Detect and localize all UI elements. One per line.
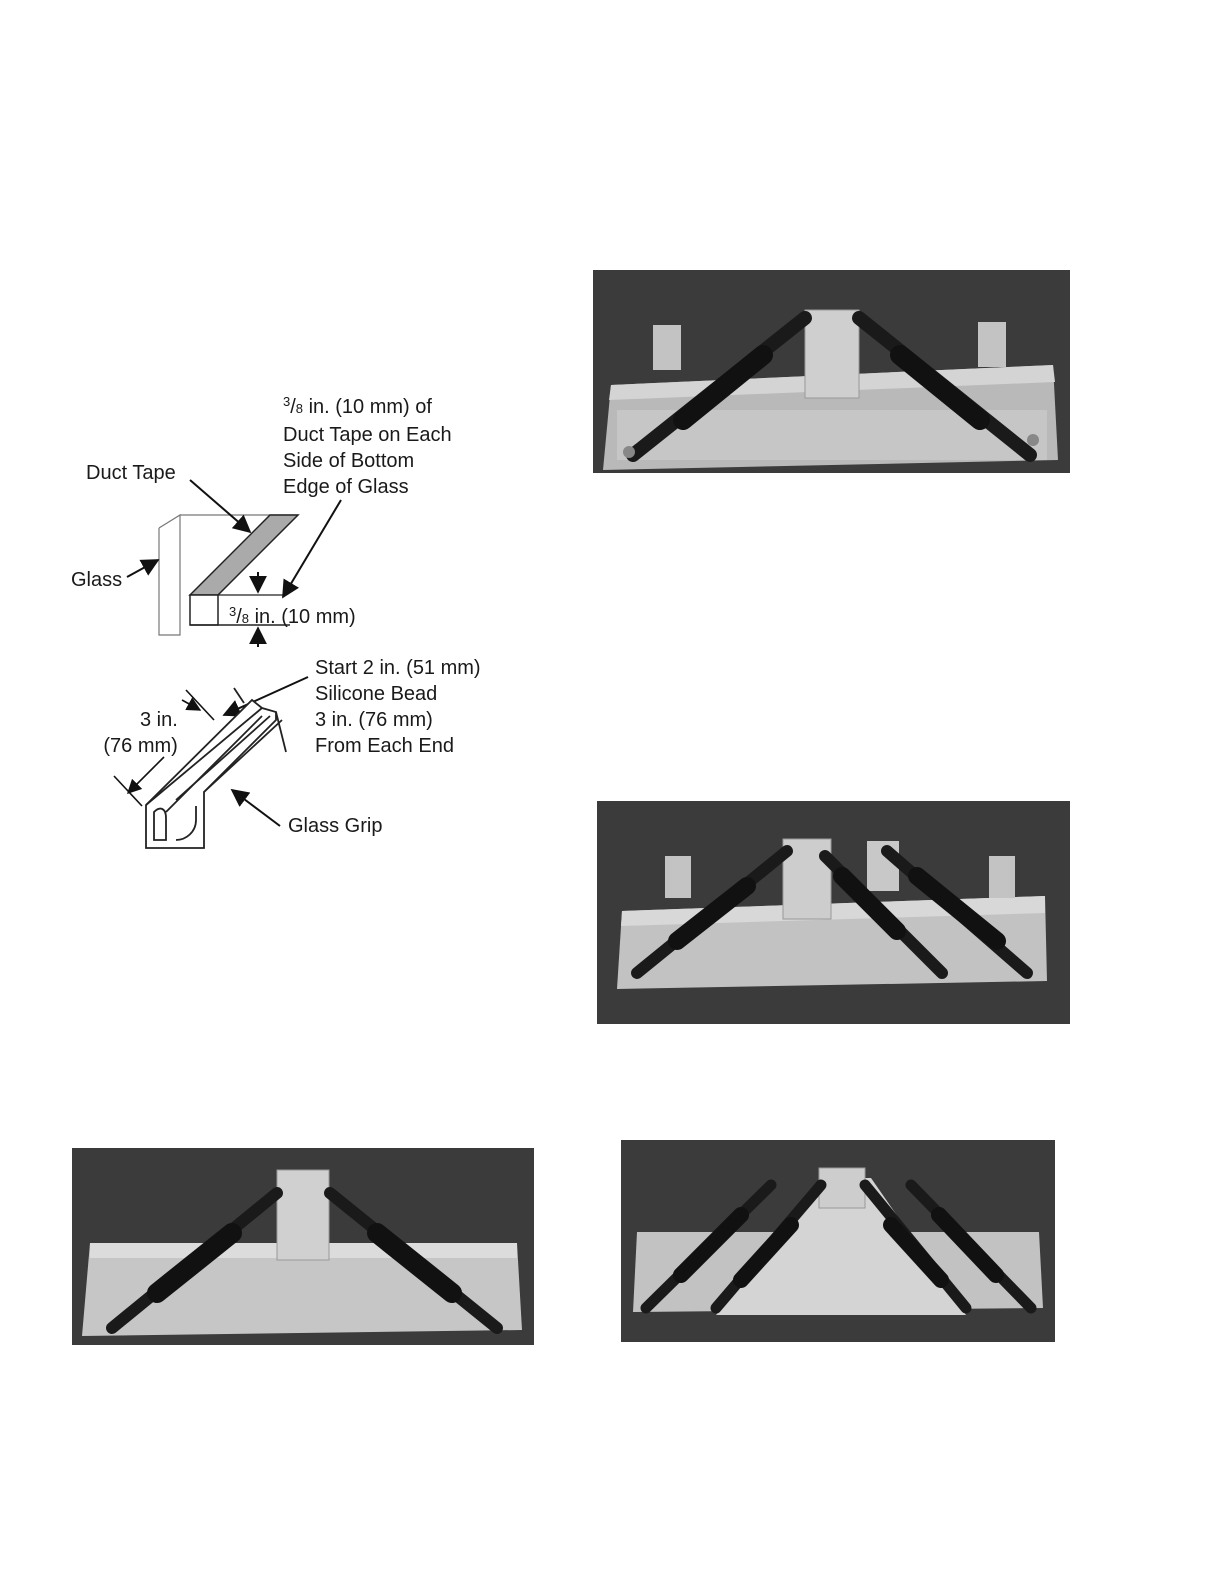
duct-tape-label: Duct Tape — [86, 462, 176, 484]
glass-grip-diagram — [0, 0, 600, 900]
bead-spec-label: Start 2 in. (51 mm) Silicone Bead 3 in. (76 mm) From Each End — [315, 657, 481, 757]
photo-bracket-four-struts — [621, 1140, 1055, 1342]
glass-label: Glass — [71, 569, 123, 591]
glass-grip-label: Glass Grip — [288, 815, 383, 837]
bracket-four-struts-photo-icon — [621, 1140, 1055, 1342]
tape-width-label: $^3$/8 in. (10 mm) — [229, 604, 356, 628]
bracket-two-struts-photo-icon — [72, 1148, 534, 1345]
bracket-two-struts-photo-icon — [593, 270, 1070, 473]
dimension-label: 3 in. (76 mm) — [103, 709, 178, 757]
bracket-three-struts-photo-icon — [597, 801, 1070, 1024]
photo-bracket-two-struts-bottom — [72, 1148, 534, 1345]
tape-spec-label: $^3$/8 in. (10 mm) of Duct Tape on Each Side of Bottom Edge of Glass — [283, 394, 452, 498]
photo-bracket-three-struts — [597, 801, 1070, 1024]
photo-bracket-two-struts-top — [593, 270, 1070, 473]
